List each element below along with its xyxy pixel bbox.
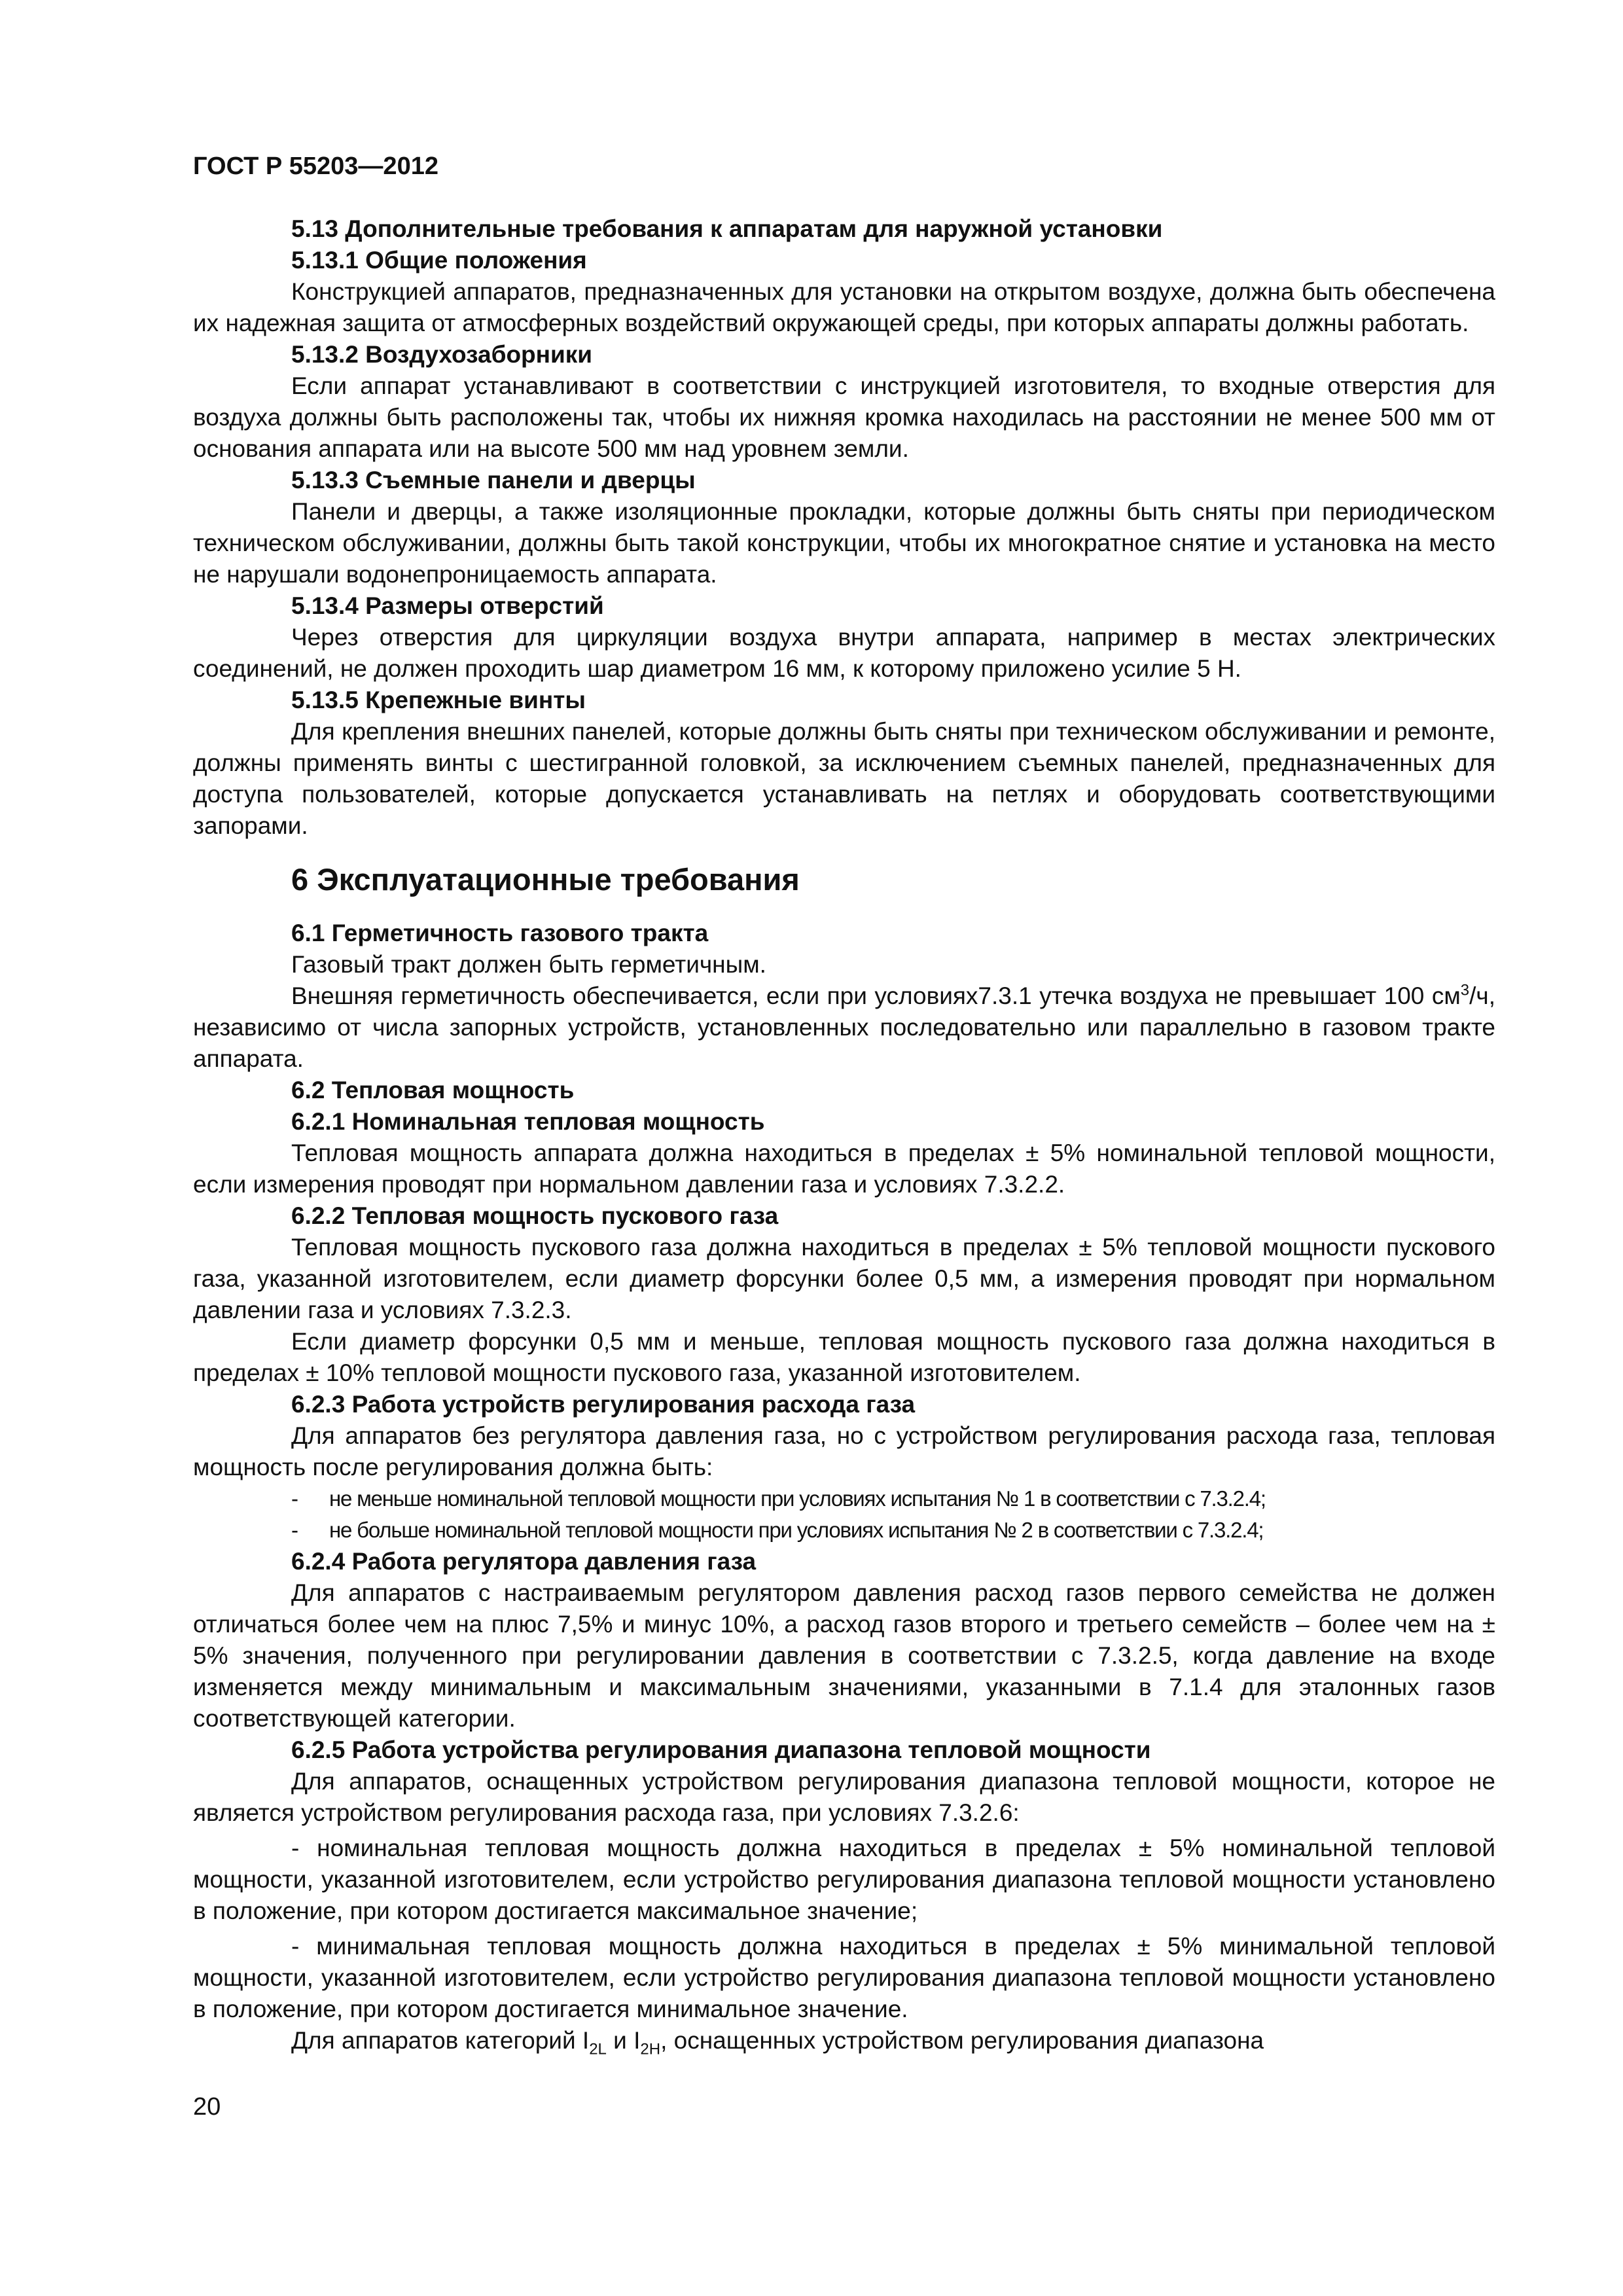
paragraph-6-1-b-part1: Внешняя герметичность обеспечивается, если при условиях7.3.1 утечка воздуха не превышает 100 см: [291, 982, 1461, 1009]
dash-marker: -: [291, 1518, 298, 1542]
last-part2: и I: [606, 2027, 641, 2054]
heading-5-13-4: 5.13.4 Размеры отверстий: [291, 592, 604, 619]
list-item: [193, 1515, 1495, 1546]
paragraph-6-2-5-item-1: - номинальная тепловая мощность должна находиться в пределах ± 5% номинальной тепловой мощности, указанной изготовителем, если устройство регулирования диапазона тепловой мощности установлено в положение, при котором достигается максимальное значение;: [193, 1835, 1495, 1924]
paragraph-6-2-1: Тепловая мощность аппарата должна находиться в пределах ± 5% номинальной тепловой мощности, если измерения проводят при нормальном давлении газа и условиях 7.3.2.2.: [193, 1139, 1495, 1198]
heading-6-2-2: 6.2.2 Тепловая мощность пускового газа: [291, 1202, 779, 1229]
paragraph-6-2-2-b: Если диаметр форсунки 0,5 мм и меньше, тепловая мощность пускового газа должна находиться в пределах ± 10% тепловой мощности пускового газа, указанной изготовителем.: [193, 1328, 1495, 1386]
paragraph-6-2-5: Для аппаратов, оснащенных устройством регулирования диапазона тепловой мощности, которое не является устройством регулирования расхода газа, при условиях 7.3.2.6:: [193, 1768, 1495, 1826]
heading-5-13: 5.13 Дополнительные требования к аппаратам для наружной установки: [291, 215, 1163, 242]
paragraph-5-13-5: Для крепления внешних панелей, которые должны быть сняты при техническом обслуживании и ремонте, должны применять винты с шестигранной головкой, за исключением съемных панелей, предназначенных для доступа пользователей, которые допускается устанавливать на петлях и оборудовать соответствующими запорами.: [193, 718, 1495, 839]
paragraph-6-2-5-last: [193, 2025, 1495, 2056]
category-subscript-2l: 2L: [589, 2040, 607, 2058]
list-item: [193, 1483, 1495, 1515]
paragraph-6-1-b-part2: /ч, независимо от числа запорных устройств, установленных последовательно или параллельно в газовом тракте аппарата.: [193, 982, 1495, 1072]
page-number: 20: [193, 2093, 221, 2121]
paragraph-6-2-5-item-2: - минимальная тепловая мощность должна находиться в пределах ± 5% минимальной тепловой мощности, указанной изготовителем, если устройство регулирования диапазона тепловой мощности установлено в положение, при котором достигается минимальное значение.: [193, 1933, 1495, 2022]
list-item-text: не больше номинальной тепловой мощности при условиях испытания № 2 в соответствии с 7.3.2.4;: [329, 1518, 1264, 1542]
heading-5-13-3: 5.13.3 Съемные панели и дверцы: [291, 467, 696, 493]
last-part3: , оснащенных устройством регулирования диапазона: [660, 2027, 1264, 2054]
heading-6-2-1: 6.2.1 Номинальная тепловая мощность: [291, 1108, 765, 1135]
heading-6-1: 6.1 Герметичность газового тракта: [291, 920, 709, 946]
standard-code: ГОСТ Р 55203—2012: [193, 152, 438, 180]
paragraph-6-2-3: Для аппаратов без регулятора давления газа, но с устройством регулирования расхода газа, тепловая мощность после регулирования должна быть:: [193, 1422, 1495, 1480]
section-6-title: 6 Эксплуатационные требования: [291, 862, 800, 897]
paragraph-6-2-2-a: Тепловая мощность пускового газа должна находиться в пределах ± 5% тепловой мощности пускового газа, указанной изготовителем, если диаметр форсунки более 0,5 мм, а измерения проводят при нормальном давлении газа и условиях 7.3.2.3.: [193, 1234, 1495, 1323]
paragraph-6-2-4: Для аппаратов с настраиваемым регулятором давления расход газов первого семейства не должен отличаться более чем на плюс 7,5% и минус 10%, а расход газов второго и третьего семейств – более чем на ± 5% значения, полученного при регулировании давления в соответствии с 7.3.2.5, когда давление на входе изменяется между минимальным и максимальным значениями, указанными в 7.1.4 для эталонных газов соответствующей категории.: [193, 1579, 1495, 1732]
paragraph-5-13-3: Панели и дверцы, а также изоляционные прокладки, которые должны быть сняты при периодическом техническом обслуживании, должны быть такой конструкции, чтобы их многократное снятие и установка на место не нарушали водонепроницаемость аппарата.: [193, 498, 1495, 588]
paragraph-5-13-2: Если аппарат устанавливают в соответствии с инструкцией изготовителя, то входные отверстия для воздуха должны быть расположены так, чтобы их нижняя кромка находилась на расстоянии не менее 500 мм от основания аппарата или на высоте 500 мм над уровнем земли.: [193, 372, 1495, 462]
paragraph-5-13-4: Через отверстия для циркуляции воздуха внутри аппарата, например в местах электрических соединений, не должен проходить шар диаметром 16 мм, к которому приложено усилие 5 Н.: [193, 624, 1495, 682]
paragraph-6-1-b: [193, 980, 1495, 1075]
dash-marker: -: [291, 1486, 298, 1511]
cubic-superscript: 3: [1460, 981, 1470, 999]
heading-5-13-1: 5.13.1 Общие положения: [291, 247, 587, 274]
heading-6-2: 6.2 Тепловая мощность: [291, 1077, 575, 1103]
heading-5-13-5: 5.13.5 Крепежные винты: [291, 687, 586, 713]
category-subscript-2h: 2H: [640, 2040, 661, 2058]
paragraph-6-1-a: Газовый тракт должен быть герметичным.: [291, 951, 766, 978]
page-content: [193, 151, 1495, 2056]
list-item-text: не меньше номинальной тепловой мощности при условиях испытания № 1 в соответствии с 7.3.2.4;: [329, 1486, 1266, 1511]
heading-6-2-5: 6.2.5 Работа устройства регулирования диапазона тепловой мощности: [291, 1736, 1151, 1763]
paragraph-5-13-1: Конструкцией аппаратов, предназначенных для установки на открытом воздухе, должна быть обеспечена их надежная защита от атмосферных воздействий окружающей среды, при которых аппараты должны работать.: [193, 278, 1495, 336]
heading-5-13-2: 5.13.2 Воздухозаборники: [291, 341, 593, 368]
last-part1: Для аппаратов категорий I: [291, 2027, 590, 2054]
heading-6-2-3: 6.2.3 Работа устройств регулирования расхода газа: [291, 1391, 916, 1418]
heading-6-2-4: 6.2.4 Работа регулятора давления газа: [291, 1548, 757, 1575]
